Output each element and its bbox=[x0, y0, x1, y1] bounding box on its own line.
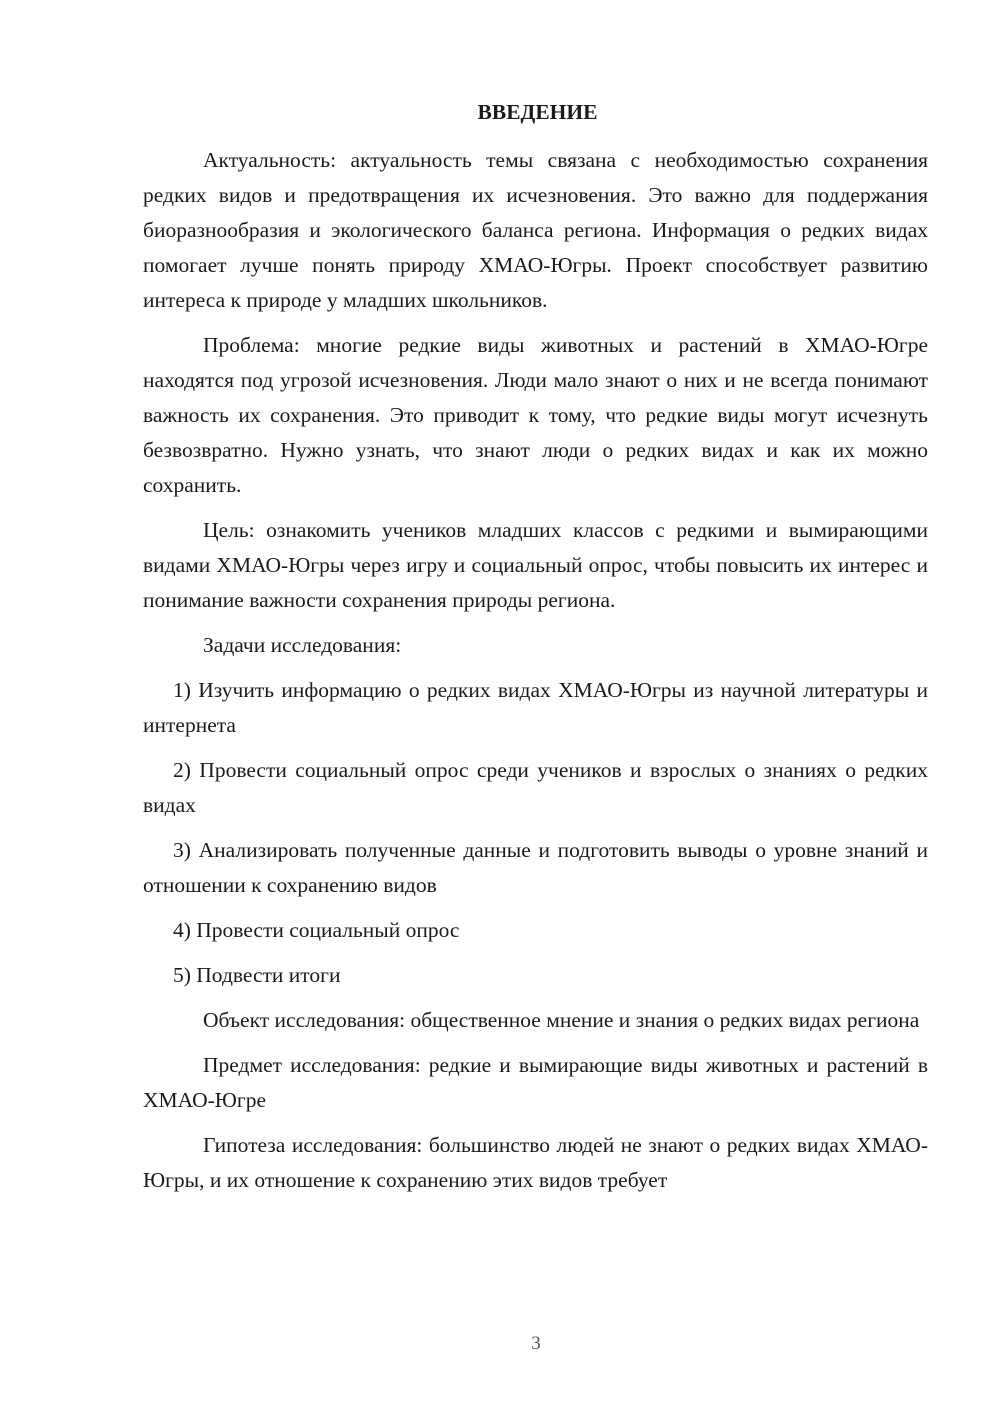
page-content bbox=[143, 95, 928, 1208]
hypothesis-paragraph: Гипотеза исследования: большинство людей не знают о редких видах ХМАО-Югры, и их отношение к сохранению этих видов требует bbox=[143, 1133, 928, 1192]
tasks-heading: Задачи исследования: bbox=[203, 633, 402, 657]
task-item-3: 3) Анализировать полученные данные и подготовить выводы о уровне знаний и отношении к сохранению видов bbox=[143, 838, 928, 897]
task-item-1: 1) Изучить информацию о редких видах ХМАО-Югры из научной литературы и интернета bbox=[143, 678, 928, 737]
subject-paragraph: Предмет исследования: редкие и вымирающие виды животных и растений в ХМАО-Югре bbox=[143, 1053, 928, 1112]
goal-paragraph: Цель: ознакомить учеников младших классов с редкими и вымирающими видами ХМАО-Югры через игру и социальный опрос, чтобы повысить их интерес и понимание важности сохранения природы региона. bbox=[143, 518, 928, 612]
object-paragraph: Объект исследования: общественное мнение и знания о редких видах региона bbox=[203, 1008, 920, 1032]
page-number: 3 bbox=[531, 1333, 541, 1354]
page-title: ВВЕДЕНИЕ bbox=[477, 100, 598, 124]
task-item-5: 5) Подвести итоги bbox=[173, 963, 341, 987]
task-item-4: 4) Провести социальный опрос bbox=[173, 918, 460, 942]
problem-paragraph: Проблема: многие редкие виды животных и растений в ХМАО-Югре находятся под угрозой исчезновения. Люди мало знают о них и не всегда понимают важность их сохранения. Это приводит к тому, что редкие виды могут исчезнуть безвозвратно. Нужно узнать, что знают люди о редких видах и как их можно сохранить. bbox=[143, 333, 928, 497]
task-item-2: 2) Провести социальный опрос среди учеников и взрослых о знаниях о редких видах bbox=[143, 758, 928, 817]
relevance-paragraph: Актуальность: актуальность темы связана с необходимостью сохранения редких видов и предотвращения их исчезновения. Это важно для поддержания биоразнообразия и экологического баланса региона. Информация о редких видах помогает лучше понять природу ХМАО-Югры. Проект способствует развитию интереса к природе у младших школьников. bbox=[143, 148, 928, 312]
